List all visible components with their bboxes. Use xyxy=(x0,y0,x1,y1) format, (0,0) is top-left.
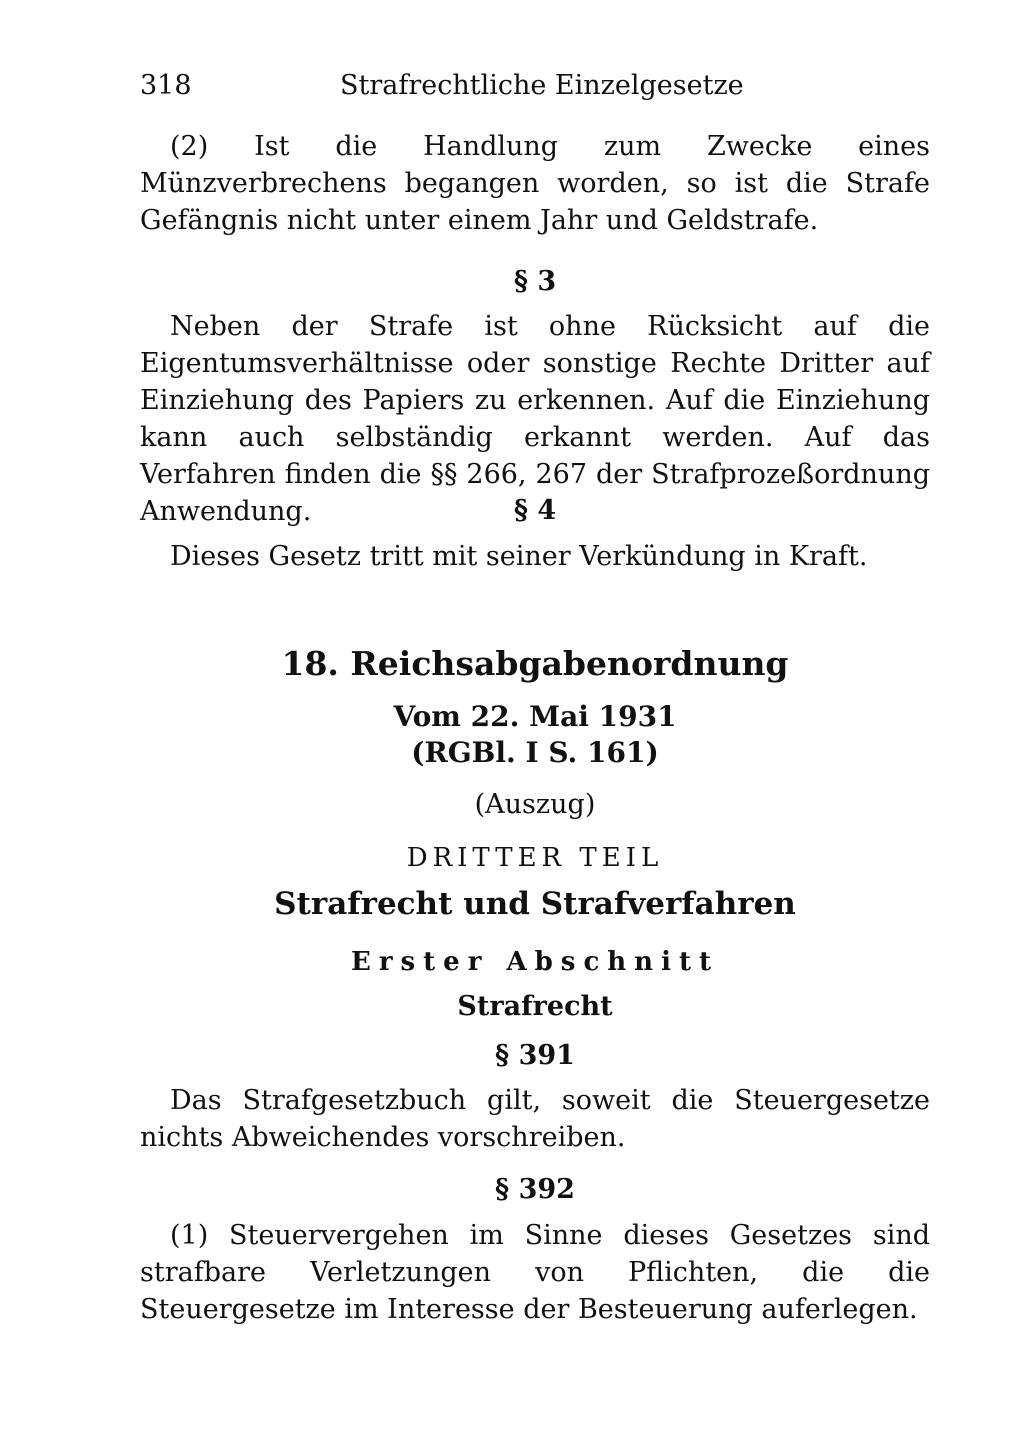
section-391-heading: § 391 xyxy=(495,1040,575,1071)
part-subtitle: Strafrecht und Strafverfahren xyxy=(274,886,796,922)
section-title: Erster Abschnitt xyxy=(351,947,719,977)
paragraph-2-continued: (2) Ist die Handlung zum Zwecke eines Münzverbrechens begangen worden, so ist die Strafe Gefängnis nicht unter einem Jahr und Geldstrafe. xyxy=(140,131,930,236)
excerpt-label: (Auszug) xyxy=(474,789,596,820)
section-4-heading: § 4 xyxy=(513,495,557,526)
law-date: Vom 22. Mai 1931 xyxy=(393,700,677,733)
section-392-heading: § 392 xyxy=(495,1174,575,1205)
section-391-text: Das Strafgesetzbuch gilt, soweit die Steuergesetze nichts Abweichendes vorschreiben. xyxy=(140,1085,930,1153)
page-header xyxy=(140,70,930,110)
running-head: Strafrechtliche Einzelgesetze xyxy=(340,70,744,101)
page-number: 318 xyxy=(140,70,192,101)
section-3-heading: § 3 xyxy=(513,266,557,297)
part-title: DRITTER TEIL xyxy=(406,843,664,873)
law-title: 18. Reichsabgabenordnung xyxy=(281,644,789,683)
law-reference: (RGBl. I S. 161) xyxy=(411,736,659,769)
section-392-text: (1) Steuervergehen im Sinne dieses Gesetzes sind strafbare Verletzungen von Pflichten, die die Steuergesetze im Interesse der Besteuerung auferlegen. xyxy=(140,1220,930,1325)
section-4-text: Dieses Gesetz tritt mit seiner Verkündung in Kraft. xyxy=(170,541,868,572)
section-subtitle: Strafrecht xyxy=(457,991,613,1022)
section-3-text: Neben der Strafe ist ohne Rücksicht auf die Eigentumsverhältnisse oder sonstige Rechte Dritter auf Einziehung des Papiers zu erkennen. Auf die Einziehung kann auch selbständig erkannt werden. Auf das Verfahren finden die §§ 266, 267 der Strafprozeßordnung Anwendung. xyxy=(140,311,930,527)
